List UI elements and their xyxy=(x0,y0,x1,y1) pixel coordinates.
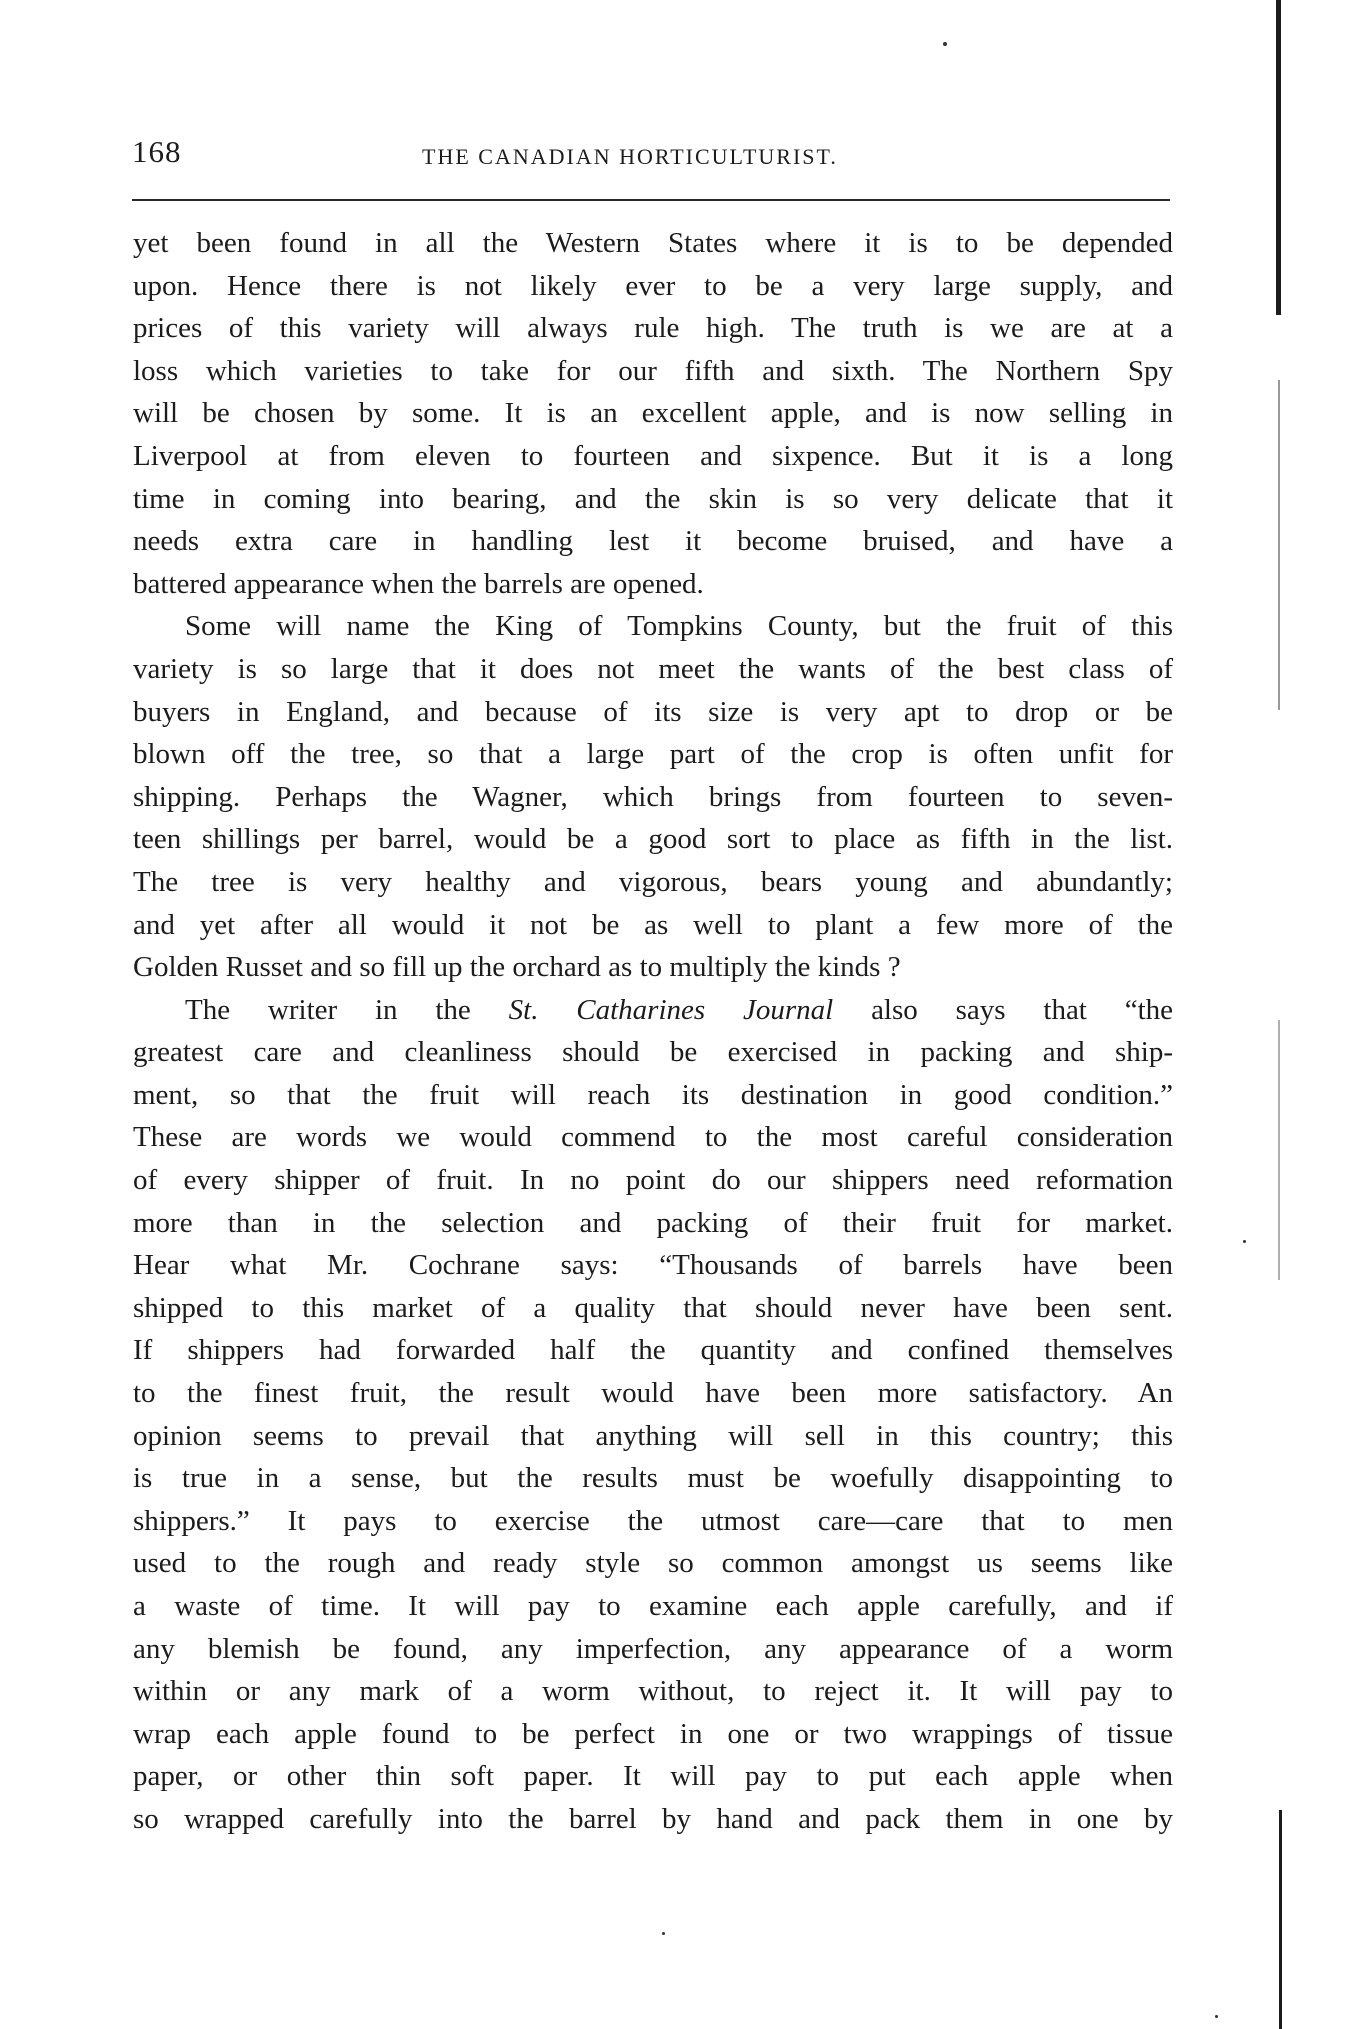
text-line: variety is so large that it does not meet the wants of the best class of xyxy=(133,652,1173,685)
page-edge-shadow xyxy=(1279,1810,1282,2029)
journal-title: St. Catharines Journal xyxy=(508,993,834,1026)
text-line: yet been found in all the Western States where it is to be depended xyxy=(133,227,1173,259)
text-line: shipping. Perhaps the Wagner, which brings from fourteen to seven- xyxy=(133,780,1173,813)
ink-speck xyxy=(1243,1240,1246,1243)
text-line: so wrapped carefully into the barrel by hand and pack them in one by xyxy=(133,1802,1173,1835)
text-line: within or any mark of a worm without, to reject it. It will pay to xyxy=(133,1675,1173,1708)
text-line: ment, so that the fruit will reach its destination in good condition.” xyxy=(133,1078,1173,1111)
text-line: loss which varieties to take for our fifth and sixth. The Northern Spy xyxy=(133,354,1173,387)
text-line: Liverpool at from eleven to fourteen and sixpence. But it is a long xyxy=(133,439,1173,472)
text-line: buyers in England, and because of its size is very apt to drop or be xyxy=(133,695,1173,728)
text-line: and yet after all would it not be as well to plant a few more of the xyxy=(133,908,1173,941)
text-line: The tree is very healthy and vigorous, bears young and abundantly; xyxy=(133,865,1173,898)
text-line: If shippers had forwarded half the quantity and confined themselves xyxy=(133,1334,1173,1367)
text-line: is true in a sense, but the results must be woefully disappointing to xyxy=(133,1462,1173,1495)
text-line: wrap each apple found to be perfect in one or two wrappings of tissue xyxy=(133,1717,1173,1750)
text-line: to the finest fruit, the result would have been more satisfactory. An xyxy=(133,1377,1173,1410)
page-edge-shadow xyxy=(1276,0,1281,315)
text-line: time in coming into bearing, and the skin is so very delicate that it xyxy=(133,482,1173,515)
text-line: Golden Russet and so fill up the orchard as to multiply the kinds ? xyxy=(133,951,901,984)
text-line: opinion seems to prevail that anything will sell in this country; this xyxy=(133,1419,1173,1452)
running-title: THE CANADIAN HORTICULTURIST. xyxy=(422,144,838,169)
text-line: Hear what Mr. Cochrane says: “Thousands of barrels have been xyxy=(133,1249,1173,1282)
page-edge-shadow xyxy=(1278,380,1280,710)
text-line: teen shillings per barrel, would be a good sort to place as fifth in the list. xyxy=(133,823,1173,856)
page-number: 168 xyxy=(132,134,182,169)
page-edge-shadow xyxy=(1278,1020,1280,1280)
text-line: paper, or other thin soft paper. It will pay to put each apple when xyxy=(133,1760,1173,1793)
ink-speck xyxy=(662,1932,665,1935)
text-line xyxy=(133,989,1173,1032)
text-line: more than in the selection and packing of their fruit for market. xyxy=(133,1206,1173,1239)
text-line: needs extra care in handling lest it become bruised, and have a xyxy=(133,525,1173,558)
page-header xyxy=(132,128,1172,178)
text-segment: The writer in the xyxy=(185,993,509,1026)
text-line: will be chosen by some. It is an excellent apple, and is now selling in xyxy=(133,397,1173,430)
text-line: shippers.” It pays to exercise the utmost care—care that to men xyxy=(133,1504,1173,1537)
text-line: blown off the tree, so that a large part of the crop is often unfit for xyxy=(133,738,1173,771)
header-rule xyxy=(132,199,1170,201)
ink-speck xyxy=(1215,2015,1218,2018)
text-line: shipped to this market of a quality that should never have been sent. xyxy=(133,1291,1173,1324)
text-line: Some will name the King of Tompkins County, but the fruit of this xyxy=(185,610,1173,643)
text-segment: also says that “the xyxy=(833,993,1173,1026)
text-line: These are words we would commend to the most careful consideration xyxy=(133,1121,1173,1154)
body-text xyxy=(133,222,1173,1841)
text-line: battered appearance when the barrels are opened. xyxy=(133,567,704,600)
text-line: greatest care and cleanliness should be exercised in packing and ship- xyxy=(133,1036,1173,1069)
text-line: any blemish be found, any imperfection, any appearance of a worm xyxy=(133,1632,1173,1665)
text-line: prices of this variety will always rule high. The truth is we are at a xyxy=(133,312,1173,345)
text-line: a waste of time. It will pay to examine each apple carefully, and if xyxy=(133,1590,1173,1622)
text-line: of every shipper of fruit. In no point do our shippers need reformation xyxy=(133,1164,1173,1197)
ink-speck xyxy=(943,42,947,46)
text-line: upon. Hence there is not likely ever to be a very large supply, and xyxy=(133,269,1173,302)
text-line: used to the rough and ready style so common amongst us seems like xyxy=(133,1547,1173,1580)
